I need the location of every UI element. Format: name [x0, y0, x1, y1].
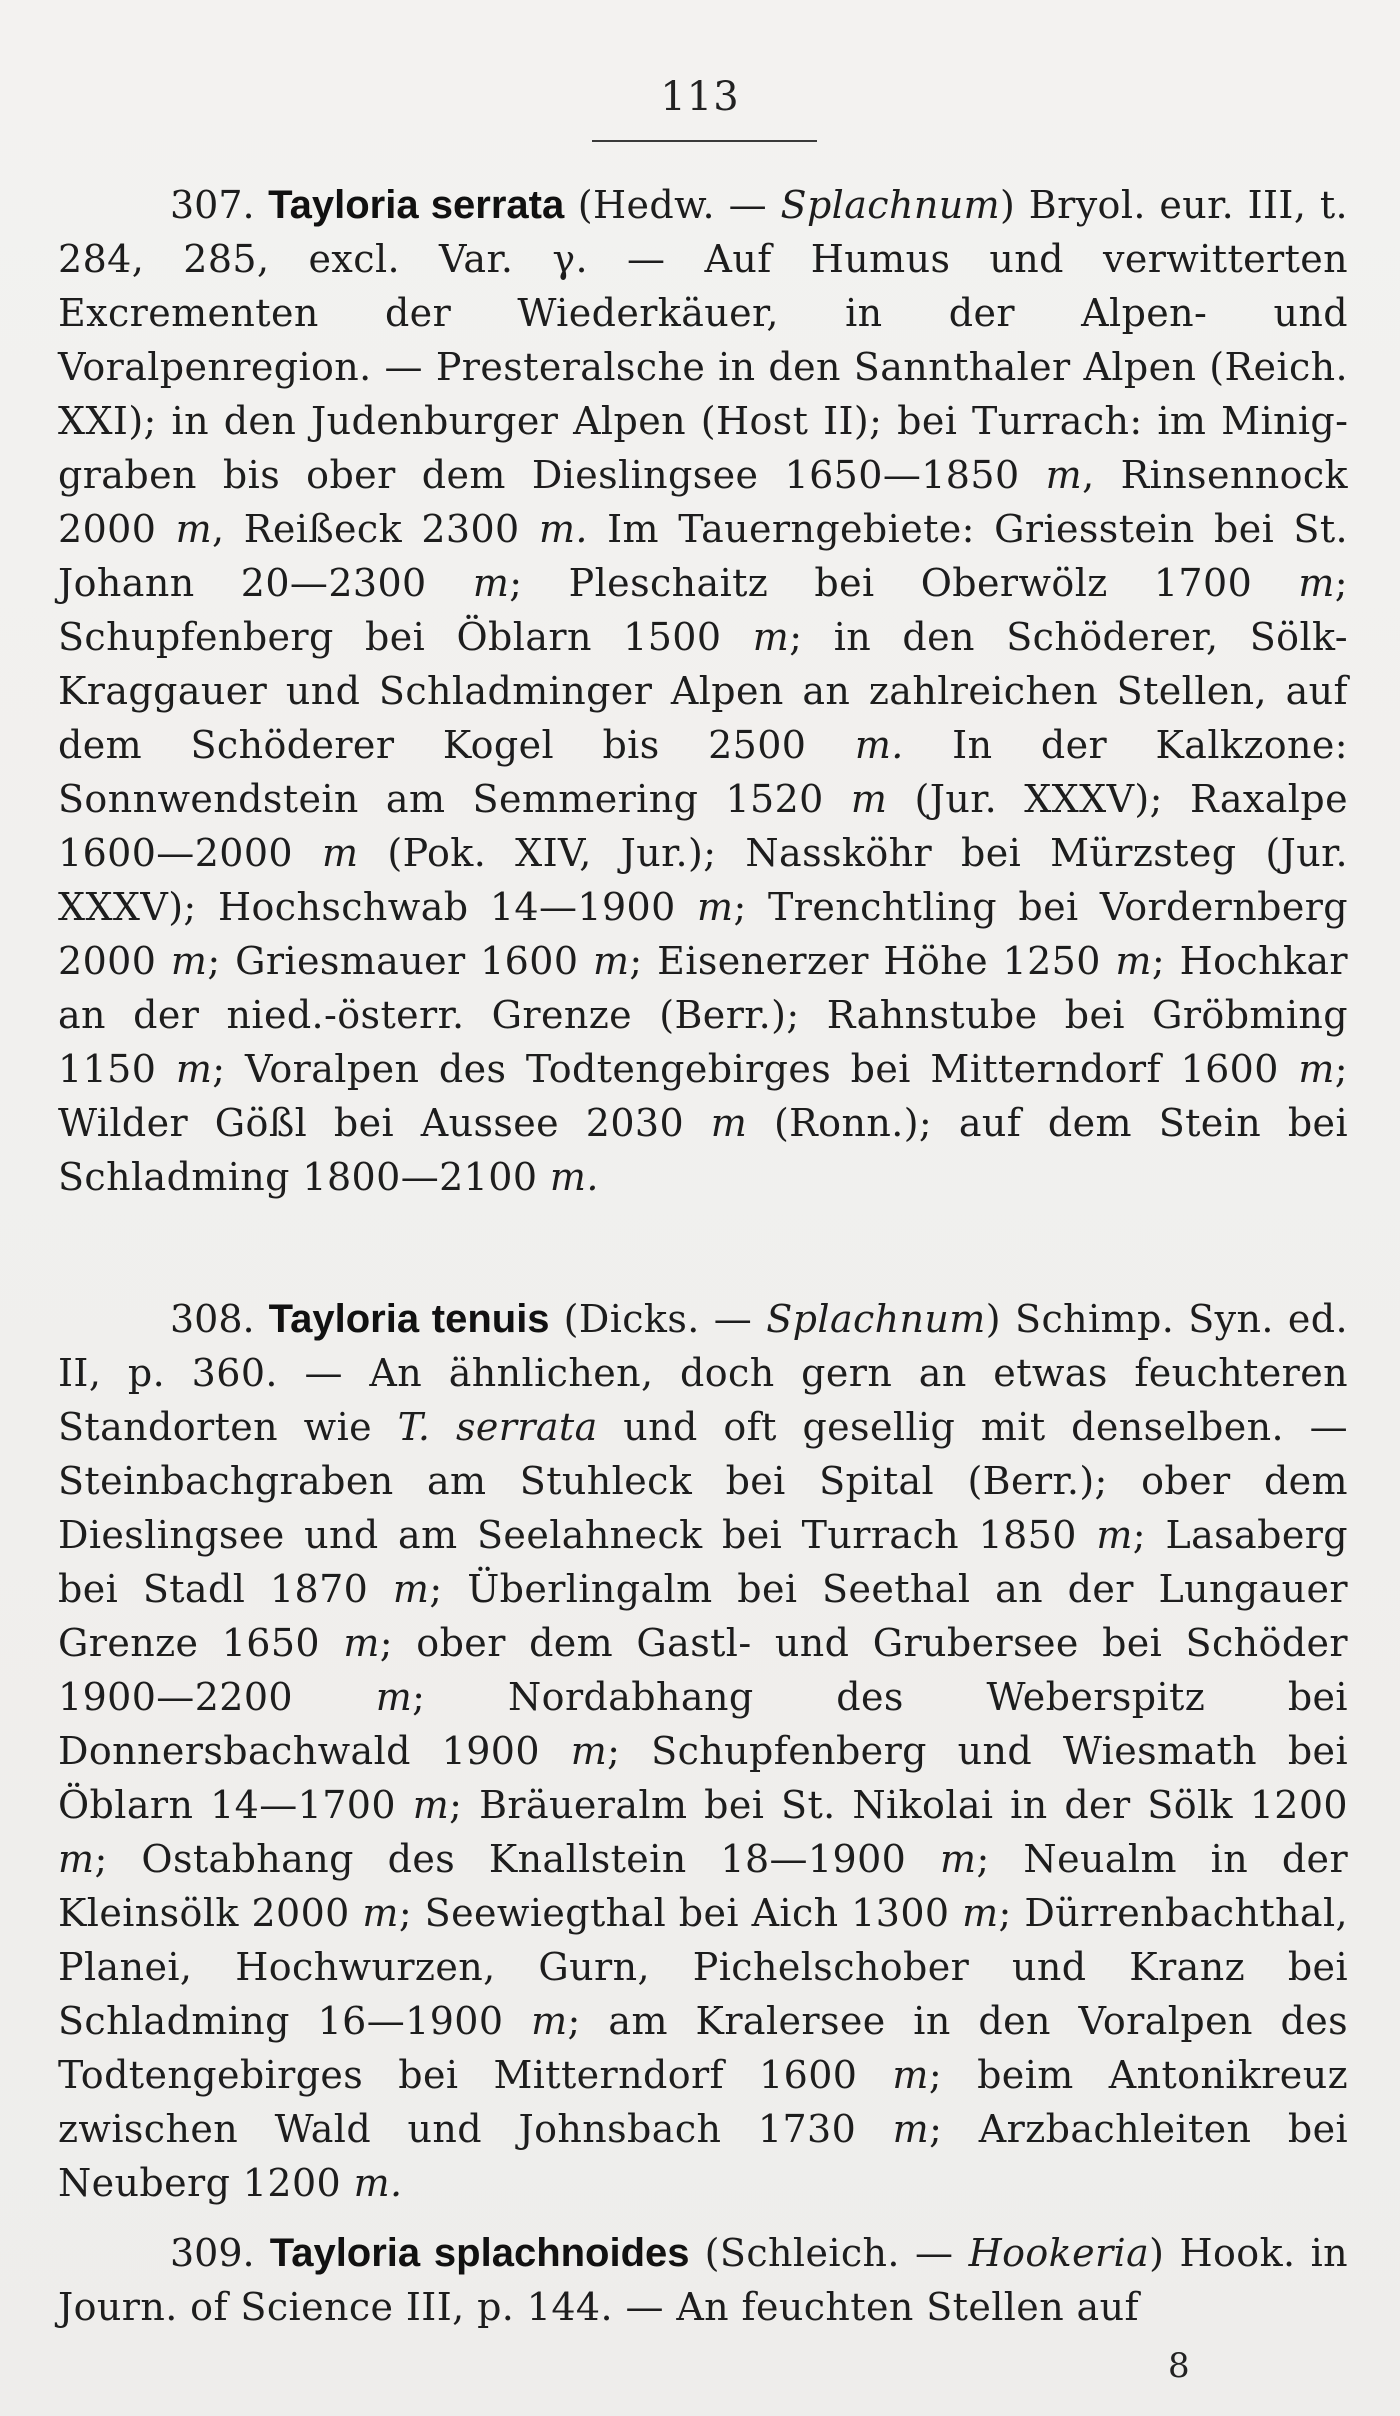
- authority: (Dicks. —: [563, 1297, 753, 1341]
- text-run: , Rinsennock 2000: [58, 453, 1348, 551]
- unit: m: [1298, 1047, 1335, 1091]
- species-name: Tayloria splachnoides: [269, 2231, 690, 2275]
- text-run: ; Pleschaitz bei Oberwölz 1700: [509, 561, 1253, 605]
- unit: m: [710, 1101, 748, 1145]
- unit: m: [175, 507, 213, 551]
- unit: m: [472, 561, 510, 605]
- unit: m: [850, 777, 888, 821]
- species-entry-308: [58, 1292, 1348, 2210]
- synonym: Splachnum: [780, 183, 1001, 227]
- unit: m: [170, 939, 208, 983]
- unit: m: [1115, 939, 1152, 983]
- text-run: Im Tauerngebiete: Griesstein bei St. Johann 20—2300: [58, 507, 1349, 605]
- entry-text: [58, 2226, 1348, 2334]
- species-reference: T. serrata: [397, 1405, 598, 1449]
- unit: m: [175, 1047, 213, 1091]
- unit: m: [412, 1783, 450, 1827]
- text-run: ; Ostabhang des Knallstein 18—1900: [94, 1837, 907, 1881]
- text-run: ; Voralpen des Todtengebirges bei Mitterndorf 1600: [212, 1047, 1279, 1091]
- text-run: ; Dürrenbachthal, Planei, Hochwurzen, Gurn, Pichelschober und Kranz bei Schladming 16—1900: [58, 1891, 1348, 2043]
- unit: m: [362, 1891, 399, 1935]
- unit: m.: [538, 507, 588, 551]
- text-run: ) Schimp. Syn. ed. II, p. 360. — An ähnlichen, doch gern an etwas feuchteren Standorten wie: [58, 1297, 1349, 1449]
- text-run: ; Arzbachleiten bei Neuberg 1200: [58, 2107, 1349, 2205]
- entry-number: 309.: [170, 2231, 255, 2275]
- text-run: ; am Kralersee in den Voralpen des Todtengebirges bei Mitterndorf 1600: [58, 1999, 1349, 2097]
- text-run: (Pok. XIV, Jur.); Nassköhr bei Mürzsteg (Jur. XXXV); Hochschwab 14—1900: [58, 831, 1348, 929]
- text-run: ; Hochkar an der nied.-österr. Grenze (Berr.); Rahnstube bei Gröbming 1150: [58, 939, 1349, 1091]
- unit: m: [321, 831, 359, 875]
- authority: (Schleich. —: [704, 2231, 954, 2275]
- text-run: ; Eisenerzer Höhe 1250: [629, 939, 1101, 983]
- entry-text: [58, 1292, 1348, 2210]
- text-run: ; Neualm in der Kleinsölk 2000: [58, 1837, 1349, 1935]
- unit: m: [58, 1837, 95, 1881]
- unit: m: [940, 1837, 977, 1881]
- unit: m: [697, 885, 734, 929]
- unit: m: [570, 1729, 608, 1773]
- unit: m: [752, 615, 790, 659]
- text-run: ; beim Antonikreuz zwischen Wald und Johnsbach 1730: [58, 2053, 1348, 2151]
- unit: m.: [549, 1155, 599, 1199]
- species-name: Tayloria tenuis: [268, 1297, 550, 1341]
- species-entry-309: [58, 2226, 1348, 2334]
- signature-mark: 8: [1168, 2346, 1190, 2386]
- text-run: und oft gesellig mit denselben. — Steinbachgraben am Stuhleck bei Spital (Berr.); ober dem Dieslingsee und am Seelahneck bei Turrach 1850: [58, 1405, 1348, 1557]
- text-run: (Jur. XXXV); Raxalpe 1600—2000: [58, 777, 1348, 875]
- text-run: ) Hook. in Journ. of Science III, p. 144. — An feuchten Stellen auf: [58, 2231, 1349, 2329]
- text-run: ; Seewiegthal bei Aich 1300: [398, 1891, 950, 1935]
- unit: m: [1045, 453, 1083, 497]
- text-run: ; Schupfenberg und Wiesmath bei Öblarn 14—1700: [58, 1729, 1348, 1827]
- species-name: Tayloria serrata: [268, 183, 565, 227]
- unit: m: [1298, 561, 1335, 605]
- text-run: ; Trenchtling bei Vordernberg 2000: [58, 885, 1349, 983]
- text-run: ; in den Schöderer, Sölk-Kraggauer und Schladminger Alpen an zahlreichen Stellen, auf dem Schöderer Kogel bis 2500: [58, 615, 1348, 767]
- text-run: (Ronn.); auf dem Stein bei Schladming 1800—2100: [58, 1101, 1348, 1199]
- synonym: Hookeria: [968, 2231, 1150, 2275]
- synonym: Splachnum: [766, 1297, 986, 1341]
- text-run: ; Wilder Gößl bei Aussee 2030: [58, 1047, 1348, 1145]
- species-entry-307: [58, 178, 1348, 1204]
- text-run: ; Schupfenberg bei Öblarn 1500: [58, 561, 1348, 659]
- text-run: ; Griesmauer 1600: [207, 939, 579, 983]
- text-run: ; ober dem Gastl- und Grubersee bei Schöder 1900—2200: [58, 1621, 1348, 1719]
- text-run: ; Überlingalm bei Seethal an der Lungauer Grenze 1650: [58, 1567, 1348, 1665]
- text-run: ; Bräueralm bei St. Nikolai in der Sölk 1200: [449, 1783, 1348, 1827]
- unit: m.: [854, 723, 904, 767]
- text-run: ; Lasaberg bei Stadl 1870: [58, 1513, 1348, 1611]
- text-run: In der Kalkzone: Sonnwendstein am Semmering 1520: [58, 723, 1349, 821]
- unit: m: [892, 2107, 930, 2151]
- text-run: ; Nordabhang des Weberspitz bei Donnersbachwald 1900: [58, 1675, 1348, 1773]
- entry-number: 307.: [170, 183, 255, 227]
- unit: m: [392, 1567, 430, 1611]
- authority: (Hedw. —: [577, 183, 767, 227]
- text-run: , Reißeck 2300: [212, 507, 520, 551]
- unit: m: [892, 2053, 929, 2097]
- entry-text: [58, 178, 1348, 1204]
- unit: m: [962, 1891, 999, 1935]
- entry-number: 308.: [170, 1297, 255, 1341]
- unit: m: [343, 1621, 380, 1665]
- text-run: ) Bryol. eur. III, t. 284, 285, excl. Var. γ. — Auf Humus und verwitterten Excrementen der Wiederkäuer, in der Alpen- und Voralpenregion. — Presteralsche in den Sannthaler Alpen (Reich. XXI); in den Judenburger Alpen (Host II); bei Turrach: im Miniggraben bis ober dem Dieslingsee 1650—1850: [58, 183, 1348, 497]
- header-rule: [592, 140, 817, 142]
- unit: m: [531, 1999, 568, 2043]
- page-number: 113: [660, 74, 740, 120]
- unit: m: [1096, 1513, 1133, 1557]
- unit: m: [375, 1675, 413, 1719]
- unit: m: [592, 939, 630, 983]
- unit: m.: [353, 2161, 403, 2205]
